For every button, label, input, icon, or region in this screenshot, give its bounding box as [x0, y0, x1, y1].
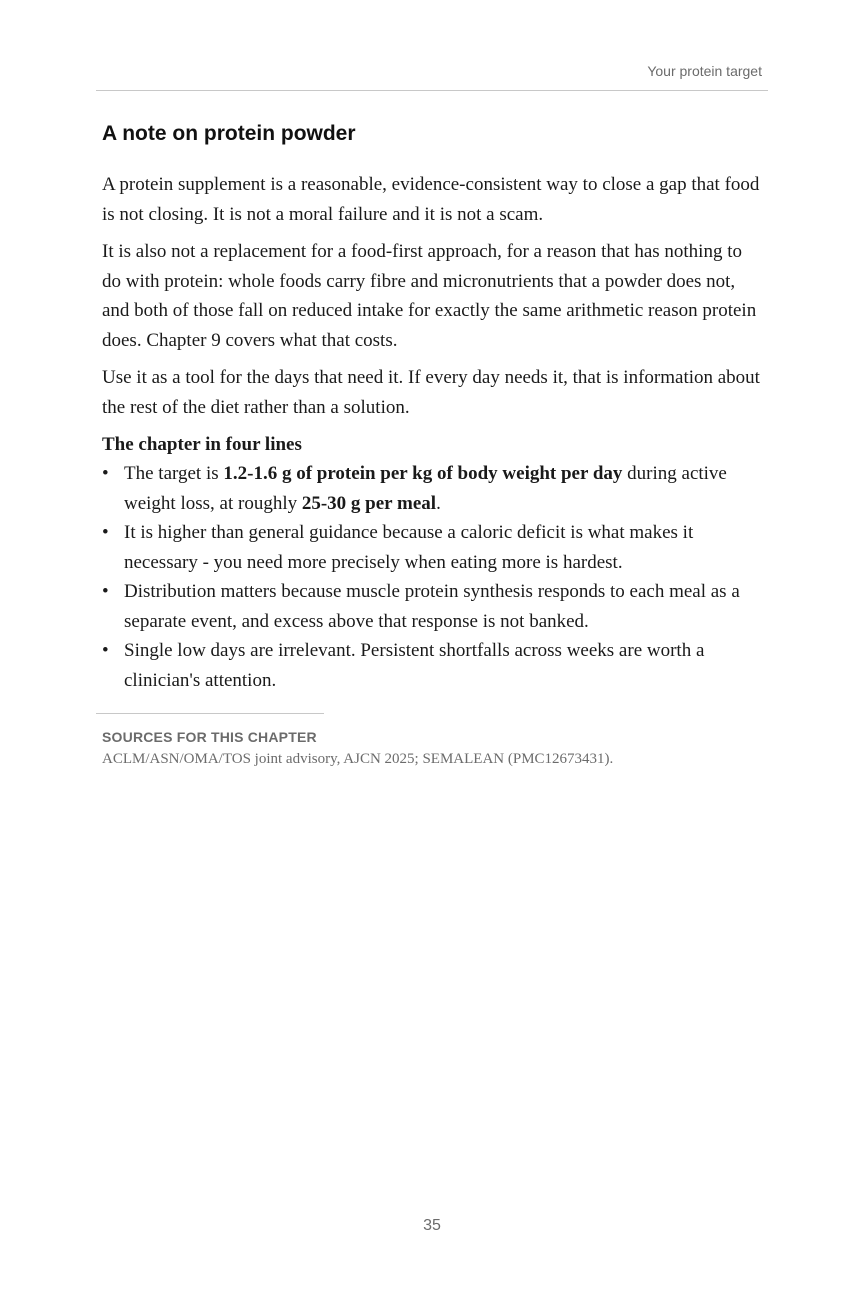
per-meal-value: 25-30 g per meal: [301, 492, 437, 514]
summary-item: [102, 577, 762, 636]
section-heading: A note on protein powder: [102, 122, 356, 145]
paragraph-3: Use it as a tool for the days that need it. If every day needs it, that is information about the rest of the diet rather than a solution.: [102, 367, 760, 418]
bullet-marker: •: [102, 463, 109, 484]
summary-text: Distribution matters because muscle protein synthesis responds to each meal as a separate event, and excess above that response is not banked.: [124, 581, 740, 632]
bullet-marker: •: [102, 522, 109, 543]
summary-item: [102, 636, 762, 695]
sources-text: ACLM/ASN/OMA/TOS joint advisory, AJCN 2025; SEMALEAN (PMC12673431).: [102, 751, 614, 767]
summary-title: The chapter in four lines: [102, 434, 302, 455]
page-content: [102, 118, 762, 695]
running-head: Your protein target: [647, 63, 762, 79]
sources-heading: SOURCES FOR THIS CHAPTER: [102, 729, 317, 745]
protein-target-value: 1.2-1.6 g of protein per kg of body weight per day: [223, 463, 623, 484]
summary-text: .: [436, 492, 441, 514]
paragraph-2: It is also not a replacement for a food-first approach, for a reason that has nothing to do with protein: whole foods carry fibre and micronutrients that a powder does not, and both of those fall on reduced intake for exactly the same arithmetic reason protein does. Chapter 9 covers what that costs.: [102, 241, 757, 351]
header-divider: [96, 90, 768, 91]
bullet-marker: •: [102, 581, 109, 602]
summary-text: It is higher than general guidance because a caloric deficit is what makes it necessary - you need more precisely when eating more is hardest.: [124, 522, 694, 573]
summary-list: [102, 459, 762, 695]
paragraph-1: A protein supplement is a reasonable, evidence-consistent way to close a gap that food is not closing. It is not a moral failure and it is not a scam.: [102, 174, 760, 225]
summary-text: during active weight loss, at roughly: [124, 463, 727, 514]
summary-item: [102, 459, 762, 518]
sources-divider: [96, 713, 324, 714]
bullet-marker: •: [102, 640, 109, 661]
summary-item: [102, 518, 762, 577]
summary-text: The target is: [124, 463, 224, 484]
summary-text: Single low days are irrelevant. Persistent shortfalls across weeks are worth a clinician's attention.: [124, 640, 705, 691]
page-number: 35: [423, 1217, 441, 1234]
